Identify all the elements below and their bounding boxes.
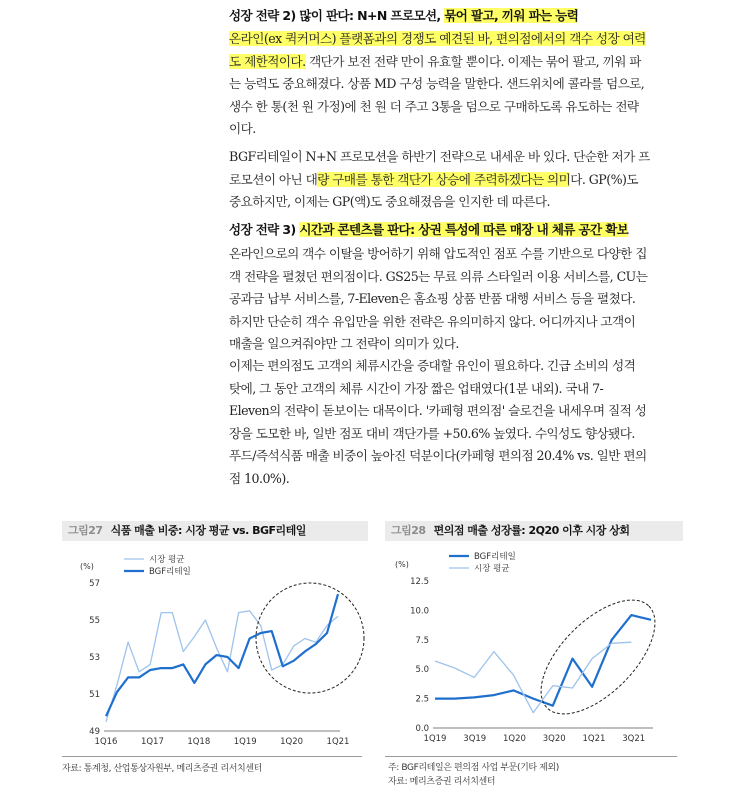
section2-heading-prefix: 성장 전략 2) 많이 판다: N+N 프로모션, [229, 8, 445, 23]
section2-paragraph-1 [229, 28, 685, 141]
figure28-title: 편의점 매출 성장률: 2Q20 이후 시장 상회 [433, 524, 630, 537]
paragraph-line [229, 28, 685, 51]
paragraph-line: 푸드/즉석식품 매출 비중이 높아진 덕분이다(카페형 편의점 20.4% vs. 일반 편의 [229, 448, 647, 463]
section2-paragraph-2 [229, 146, 685, 214]
line-text: 는 능력도 중요해졌다. 상품 MD 구성 능력을 말한다. 샌드위치에 콜라를 덤으로, [229, 76, 645, 91]
paragraph-line: 탓에, 그 동안 고객의 체류 시간이 가장 짧은 업태였다(1분 내외). 국내 7- [229, 380, 604, 396]
paragraph-line [229, 73, 685, 96]
y-tick-label: 10.0 [410, 606, 429, 617]
x-tick-label: 1Q17 [140, 737, 164, 747]
y-tick-label: 53 [89, 653, 100, 663]
series-line-bgf-retail [106, 594, 338, 716]
figure28-note: 주: BGF리테일은 편의점 사업 부문(기타 제외) [388, 763, 559, 773]
paragraph-line: 하지만 단순히 객수 유입만을 위한 전략은 유의미하지 않다. 어디까지나 고객이 [229, 313, 636, 329]
x-tick-label: 1Q19 [233, 737, 257, 747]
section3-paragraph-1 [229, 243, 685, 356]
series-line-market-average [435, 642, 631, 713]
figure27-title: 식품 매출 비중: 시장 평균 vs. BGF리테일 [110, 524, 306, 537]
figure28-source: 자료: 메리츠증권 리서치센터 [388, 777, 496, 787]
section3-heading-highlight: 시간과 콘텐츠를 판다: 상권 특성에 따른 매장 내 체류 공간 확보 [299, 222, 629, 237]
figure28-chart [385, 547, 685, 752]
series-line-market-average [106, 611, 338, 722]
x-tick-label: 1Q21 [582, 734, 606, 744]
legend-label: 시장 평균 [149, 555, 185, 565]
paragraph-line: 점 10.0%). [229, 470, 290, 486]
x-tick-label: 1Q16 [94, 737, 118, 747]
paragraph-line: 객 전략을 펼쳤던 편의점이다. GS25는 무료 의류 스타일러 이용 서비스를, CU는 [229, 268, 648, 284]
y-tick-label: 12.5 [410, 577, 429, 587]
highlighted-text: 온라인(ex 퀵커머스) 플랫폼과의 경쟁도 예견된 바, 편의점에서의 객수 성장 여력 [229, 31, 646, 46]
paragraph-line [229, 51, 685, 74]
x-tick-label: 1Q20 [280, 737, 304, 747]
line-text: 이다. [229, 121, 256, 136]
paragraph-line [229, 96, 685, 119]
unit-label: (%) [395, 560, 409, 569]
paragraph-line [229, 146, 685, 169]
paragraph-line: 공과금 납부 서비스를, 7-Eleven은 홈쇼핑 상품 반품 대행 서비스 등을 펼쳤다. [229, 291, 636, 306]
paragraph-line [229, 118, 685, 141]
paragraph-line: 매출을 일으켜줘야만 그 전략이 의미가 있다. [229, 336, 459, 351]
x-tick-label: 1Q21 [326, 737, 350, 747]
figure27-chart [62, 547, 372, 752]
section3-heading-prefix: 성장 전략 3) [229, 222, 300, 237]
paragraph-line [229, 169, 685, 192]
legend-label: BGF리테일 [149, 567, 191, 577]
highlight-ellipse [522, 581, 675, 734]
figure27-source: 자료: 통계청, 산업통상자원부, 메리츠증권 리서치센터 [62, 764, 262, 774]
unit-label: (%) [80, 562, 94, 571]
line-text: 로모션이 아닌 대 [229, 171, 318, 187]
section3-paragraph-2 [229, 355, 685, 490]
line-text: BGF리테일이 N+N 프로모션을 하반기 전략으로 내세운 바 있다. 단순한 저가 프 [229, 149, 650, 164]
legend-label: BGF리테일 [474, 552, 516, 562]
figure27-title-bar [62, 521, 368, 541]
x-tick-label: 1Q20 [503, 734, 526, 744]
y-tick-label: 7.5 [415, 635, 429, 646]
legend-label: 시장 평균 [474, 564, 510, 574]
figure28-divider [385, 756, 677, 757]
figure28-number: 그림28 [391, 524, 426, 537]
x-tick-label: 1Q19 [423, 734, 447, 744]
series-line-bgf-retail [435, 615, 651, 706]
y-tick-label: 55 [89, 616, 100, 626]
highlight-ellipse [256, 583, 364, 693]
paragraph-line: 온라인으로의 객수 이탈을 방어하기 위해 압도적인 점포 수를 기반으로 다양한 집 [229, 246, 647, 261]
x-tick-label: 3Q21 [622, 734, 646, 744]
y-tick-label: 5.0 [415, 665, 429, 676]
y-tick-label: 57 [89, 579, 100, 589]
paragraph-line: Eleven의 전략이 돋보이는 대목이다. '카페형 편의점' 슬로건을 내세우며 질적 성 [229, 403, 647, 418]
section2-heading-highlight: 묶어 팔고, 끼워 파는 능력 [444, 8, 579, 23]
line-text: 다. GP(%)도 [570, 171, 638, 187]
section2-heading [229, 6, 578, 24]
line-text: 중요하지만, 이제는 GP(액)도 중요해졌음을 인지한 데 따른다. [229, 194, 550, 209]
figure27-number: 그림27 [68, 524, 103, 537]
paragraph-line: 이제는 편의점도 고객의 체류시간을 증대할 유인이 필요하다. 긴급 소비의 성격 [229, 358, 636, 373]
paragraph-line [229, 191, 685, 214]
x-tick-label: 3Q20 [542, 734, 566, 744]
y-tick-label: 2.5 [415, 694, 429, 705]
y-tick-label: 51 [89, 690, 100, 700]
y-tick-label: 0.0 [415, 724, 429, 734]
paragraph-line: 장을 도모한 바, 일반 점포 대비 객단가를 +50.6% 높였다. 수익성도 향상됐다. [229, 425, 635, 441]
figure27-divider [62, 756, 362, 757]
line-text: 객단가 보전 전략 만이 유효할 뿐이다. 이제는 묶어 팔고, 끼워 파 [305, 53, 641, 69]
highlighted-text: 량 구매를 통한 객단가 상승에 주력하겠다는 의미 [317, 171, 571, 187]
x-tick-label: 1Q18 [187, 737, 211, 747]
figure28-title-bar [385, 521, 683, 541]
y-tick-label: 49 [89, 727, 100, 737]
section3-heading [229, 220, 628, 238]
x-tick-label: 3Q19 [463, 734, 487, 744]
highlighted-text: 도 제한적이다. [229, 53, 306, 69]
line-text: 생수 한 통(천 원 가정)에 천 원 더 주고 3통을 덤으로 구매하도록 유도하는 전략 [229, 98, 639, 114]
